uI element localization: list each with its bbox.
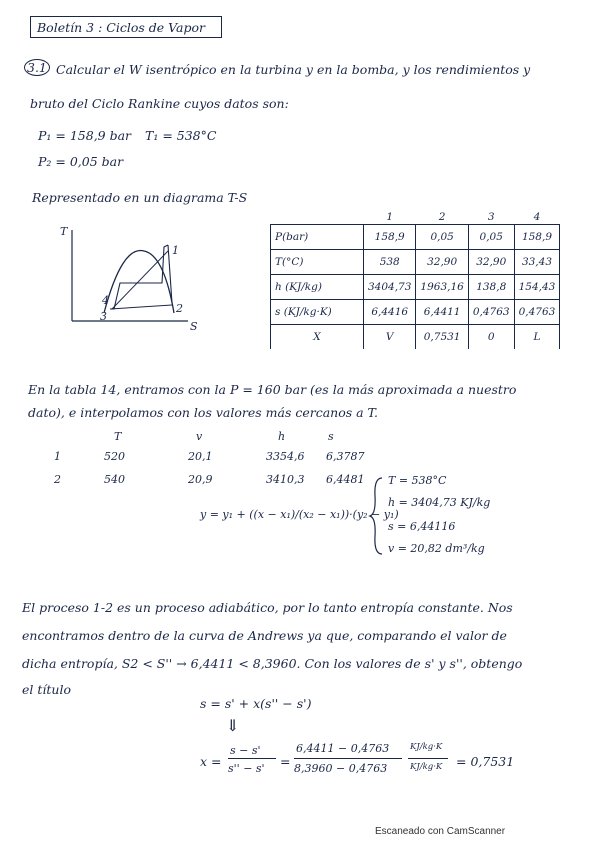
table-row	[271, 225, 560, 250]
s-axis-label: S	[190, 320, 198, 333]
table-row	[271, 275, 560, 300]
fraction-numerator: s − s'	[230, 744, 261, 757]
scanner-footer: Escaneado con CamScanner	[375, 826, 506, 837]
given-p2: P₂ = 0,05 bar	[38, 154, 124, 169]
row-label: P(bar)	[271, 225, 364, 250]
paragraph-1-line-2: dato), e interpolamos con los valores más cercanos a T.	[28, 405, 379, 420]
rankine-cycle	[110, 245, 168, 309]
table-cell: 0	[468, 325, 514, 350]
table-cell: 6,4416	[364, 300, 416, 325]
numeric-denominator: 8,3960 − 0,4763	[294, 762, 388, 775]
row-label: h (KJ/kg)	[271, 275, 364, 300]
down-arrow: ⇓	[226, 716, 240, 735]
table-cell: 0,05	[416, 225, 468, 250]
interp-cell: 6,4481	[326, 473, 365, 486]
table-cell: 0,7531	[416, 325, 468, 350]
units-denominator: KJ/kg·K	[410, 762, 443, 772]
table-cell: 158,9	[514, 225, 560, 250]
state-header-4: 4	[514, 210, 560, 225]
units-numerator: KJ/kg·K	[410, 742, 443, 752]
row-label: X	[271, 325, 364, 350]
equals-sign: =	[280, 754, 291, 769]
table-cell: 33,43	[514, 250, 560, 275]
table-cell: 154,43	[514, 275, 560, 300]
interp-cell: 540	[104, 473, 125, 486]
table-row	[271, 250, 560, 275]
interp-cell: 6,3787	[326, 450, 365, 463]
table-cell: 0,4763	[514, 300, 560, 325]
table-row	[271, 300, 560, 325]
table-cell: 1963,16	[416, 275, 468, 300]
interp-header-v: v	[196, 430, 203, 443]
quality-result: = 0,7531	[456, 754, 515, 769]
state-table	[270, 210, 560, 349]
table-cell: 158,9	[364, 225, 416, 250]
interp-cell: 20,9	[188, 473, 213, 486]
interp-cell: 520	[104, 450, 125, 463]
problem-line-2: bruto del Ciclo Rankine cuyos datos son:	[30, 96, 289, 111]
state-header-3: 3	[468, 210, 514, 225]
t-axis-label: T	[60, 225, 68, 238]
paragraph-1-line-1: En la tabla 14, entramos con la P = 160 bar (es la más aproximada a nuestro	[28, 382, 517, 397]
paragraph-2-line-2: encontramos dentro de la curva de Andrews ya que, comparando el valor de	[22, 628, 507, 643]
table-cell: 32,90	[416, 250, 468, 275]
document-title: Boletín 3 : Ciclos de Vapor	[30, 16, 222, 38]
given-p1: P₁ = 158,9 bar	[38, 128, 132, 143]
interp-header-s: s	[328, 430, 334, 443]
table-cell: 3404,73	[364, 275, 416, 300]
table-row	[271, 325, 560, 350]
table-cell: 0,4763	[468, 300, 514, 325]
state-header-2: 2	[416, 210, 468, 225]
point-label-2: 2	[176, 302, 183, 315]
numeric-fraction-line	[294, 758, 402, 759]
diagram-caption: Representado en un diagrama T-S	[32, 190, 248, 205]
table-cell: 0,05	[468, 225, 514, 250]
paragraph-2-line-3: dicha entropía, S2 < S'' → 6,4411 < 8,3960. Con los valores de s' y s'', obtengo	[22, 656, 523, 671]
quality-formula: s = s' + x(s'' − s')	[200, 696, 312, 711]
result-s: s = 6,44116	[388, 520, 456, 533]
point-label-3: 3	[100, 310, 107, 323]
interpolation-formula: y = y₁ + ((x − x₁)/(x₂ − x₁))·(y₂ − y₁)	[200, 508, 399, 521]
problem-line-1: Calcular el W isentrópico en la turbina y en la bomba, y los rendimientos y	[56, 62, 531, 77]
point-label-4: 4	[102, 294, 109, 307]
interp-cell: 20,1	[188, 450, 213, 463]
table-cell: 32,90	[468, 250, 514, 275]
paragraph-2-line-1: El proceso 1-2 es un proceso adiabático, por lo tanto entropía constante. Nos	[22, 600, 513, 615]
interp-row-index: 1	[54, 450, 61, 463]
row-label: s (KJ/kg·K)	[271, 300, 364, 325]
row-label: T(°C)	[271, 250, 364, 275]
problem-number-circle: 3.1	[24, 59, 50, 76]
results-brace	[370, 476, 384, 556]
fraction-denominator: s'' − s'	[228, 762, 265, 775]
units-fraction-line	[408, 758, 448, 759]
interp-header-t: T	[114, 430, 122, 443]
result-t: T = 538°C	[388, 474, 447, 487]
result-h: h = 3404,73 KJ/kg	[388, 496, 491, 509]
interp-row-index: 2	[54, 473, 61, 486]
result-v: v = 20,82 dm³/kg	[388, 542, 485, 555]
table-cell: 138,8	[468, 275, 514, 300]
table-cell: 6,4411	[416, 300, 468, 325]
x-equals: x =	[200, 754, 222, 769]
paragraph-2-line-4: el título	[22, 682, 71, 697]
interp-cell: 3410,3	[266, 473, 305, 486]
interp-cell: 3354,6	[266, 450, 305, 463]
fraction-line	[228, 758, 276, 759]
point-label-1: 1	[172, 244, 179, 257]
ts-diagram	[60, 225, 200, 345]
interp-header-h: h	[278, 430, 286, 443]
state-header-1: 1	[364, 210, 416, 225]
table-cell: L	[514, 325, 560, 350]
table-cell: 538	[364, 250, 416, 275]
problem-number	[24, 60, 50, 75]
given-t1: T₁ = 538°C	[145, 128, 217, 143]
table-cell: V	[364, 325, 416, 350]
numeric-numerator: 6,4411 − 0,4763	[296, 742, 390, 755]
